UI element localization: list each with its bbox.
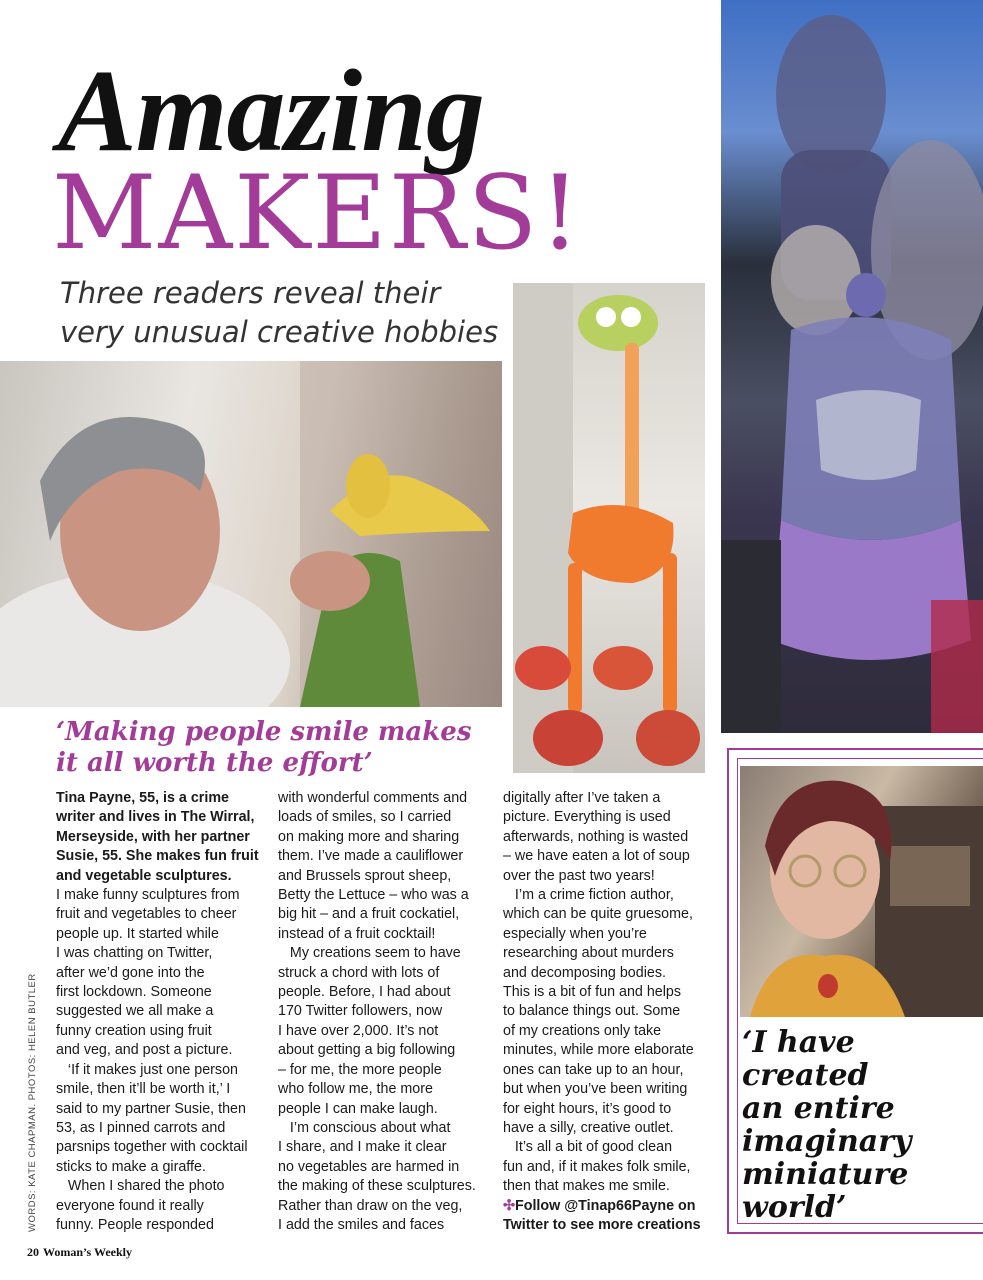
pull-quote-line-1: ‘Making people smile makes [56, 717, 472, 747]
body-text-line: and veg, and post a picture. [56, 1042, 233, 1059]
body-text-line: have a silly, creative outlet. [503, 1119, 674, 1136]
side-quote-line-1: ‘I have [742, 1025, 855, 1060]
photo-mosaic-mannequins [721, 0, 983, 733]
body-text-line: with wonderful comments and [278, 790, 468, 806]
body-text-line: My creations seem to have [278, 945, 461, 962]
follow-glyph-icon: ✣ [503, 1197, 515, 1214]
body-text-line: first lockdown. Someone [56, 984, 212, 1001]
headline-amazing: Amazing [58, 45, 484, 176]
side-quote-line-2: created [742, 1058, 869, 1093]
body-text-line: loads of smiles, so I carried [278, 809, 452, 826]
body-text-line: struck a chord with lots of [278, 964, 440, 981]
body-text-line: It’s all a bit of good clean [503, 1139, 673, 1156]
body-text-line: then that makes me smile. [503, 1178, 670, 1195]
side-quote-line-5: miniature [742, 1157, 909, 1192]
pull-quote [56, 717, 506, 779]
body-text-line: parsnips together with cocktail [56, 1139, 248, 1156]
body-text-line: – we have eaten a lot of soup [503, 848, 690, 865]
body-text-line: smile, then it’ll be worth it,’ I [56, 1081, 231, 1098]
follow-line-2: Twitter to see more creations [503, 1216, 701, 1233]
body-text-line: I’m a crime fiction author, [503, 887, 674, 904]
headline-makers: MAKERS! [52, 154, 583, 273]
body-text-line: everyone found it really [56, 1197, 204, 1214]
body-text-line: which can be quite gruesome, [503, 906, 693, 923]
body-column-3 [503, 789, 708, 1235]
body-text-line: over the past two years! [503, 867, 655, 884]
body-text-line: suggested we all make a [56, 1003, 214, 1020]
photo-credit: WORDS: KATE CHAPMAN. PHOTOS: HELEN BUTLER [27, 973, 38, 1232]
body-text-line: about getting a big following [278, 1042, 456, 1059]
side-quote-line-3: an entire [742, 1091, 895, 1126]
body-text-line: to balance things out. Some [503, 1003, 681, 1020]
standfirst-line-2: very unusual creative hobbies [60, 315, 499, 349]
magazine-name: Woman’s Weekly [43, 1245, 133, 1259]
body-text-line: 170 Twitter followers, now [278, 1003, 443, 1020]
body-text-line: fun and, if it makes folk smile, [503, 1158, 691, 1175]
body-text-line: and Brussels sprout sheep, [278, 867, 452, 884]
body-text-line: people. Before, I had about [278, 984, 451, 1001]
follow-handle: Follow @Tinap66Payne on [514, 1197, 696, 1214]
body-text-line: I add the smiles and faces [278, 1216, 445, 1233]
body-text-line: and vegetable sculptures. [56, 867, 232, 884]
page-folio [27, 1245, 132, 1260]
body-text-line: Tina Payne, 55, is a crime [56, 790, 229, 806]
body-text-line: people I can make laugh. [278, 1100, 438, 1117]
body-text-line: This is a bit of fun and helps [503, 984, 682, 1001]
body-text-line: instead of a fruit cocktail! [278, 925, 436, 942]
side-pull-quote [742, 1026, 977, 1224]
body-text-line: sticks to make a giraffe. [56, 1158, 206, 1175]
side-quote-line-4: imaginary [742, 1124, 912, 1159]
pull-quote-line-2: it all worth the effort’ [56, 748, 373, 778]
photo-tina-with-banana [0, 361, 502, 707]
body-text-line: after we’d gone into the [56, 964, 205, 981]
body-text-line: writer and lives in The Wirral, [56, 809, 255, 826]
body-text-line: fruit and vegetables to cheer [56, 906, 237, 923]
side-quote-line-6: world’ [742, 1190, 847, 1225]
body-text-line: and decomposing bodies. [503, 964, 666, 981]
body-text-line: the making of these sculptures. [278, 1178, 476, 1195]
body-text-line: Merseyside, with her partner [56, 828, 250, 845]
page-number: 20 [27, 1245, 39, 1259]
body-text-line: who follow me, the more [278, 1081, 433, 1098]
body-text-line: I make funny sculptures from [56, 887, 240, 904]
body-text-line: people up. It started while [56, 925, 219, 942]
body-text-line: I share, and I make it clear [278, 1139, 447, 1156]
standfirst [60, 274, 510, 352]
body-text-line: When I shared the photo [56, 1178, 225, 1195]
body-text-line: for eight hours, it’s good to [503, 1100, 672, 1117]
body-text-line: I’m conscious about what [278, 1119, 451, 1136]
body-text-line: Susie, 55. She makes fun fruit [56, 848, 259, 865]
body-text-line: no vegetables are harmed in [278, 1158, 460, 1175]
body-column-3-lines [503, 789, 708, 1197]
body-text-line: of my creations only take [503, 1022, 662, 1039]
body-text-line: funny. People responded [56, 1216, 214, 1233]
body-text-line: I have over 2,000. It’s not [278, 1022, 439, 1039]
body-text-line: 53, as I pinned carrots and [56, 1119, 226, 1136]
body-text-line: – for me, the more people [278, 1061, 442, 1078]
body-text-line: especially when you’re [503, 925, 647, 942]
body-text-line: ones can take up to an hour, [503, 1061, 684, 1078]
body-text-line: funny creation using fruit [56, 1022, 212, 1039]
body-text-line: but when you’ve been writing [503, 1081, 688, 1098]
body-text-line: ‘If it makes just one person [56, 1061, 238, 1078]
standfirst-line-1: Three readers reveal their [60, 276, 441, 310]
body-text-line: big hit – and a fruit cockatiel, [278, 906, 460, 923]
body-column-1 [56, 789, 266, 1235]
body-text-line: Rather than draw on the veg, [278, 1197, 463, 1214]
body-text-line: Betty the Lettuce – who was a [278, 887, 469, 904]
body-column-2 [278, 789, 490, 1235]
body-text-line: said to my partner Susie, then [56, 1100, 246, 1117]
body-text-line: them. I’ve made a cauliflower [278, 848, 464, 865]
body-text-line: on making more and sharing [278, 828, 460, 845]
body-text-line: I was chatting on Twitter, [56, 945, 213, 962]
body-text-line: afterwards, nothing is wasted [503, 828, 689, 845]
body-text-line: minutes, while more elaborate [503, 1042, 694, 1059]
body-text-line: digitally after I’ve taken a [503, 790, 661, 806]
body-text-line: researching about murders [503, 945, 674, 962]
follow-line-1 [503, 1197, 708, 1216]
photo-woman-with-dollhouse [740, 766, 983, 1017]
photo-carrot-giraffe [513, 283, 705, 773]
body-text-line: picture. Everything is used [503, 809, 671, 826]
